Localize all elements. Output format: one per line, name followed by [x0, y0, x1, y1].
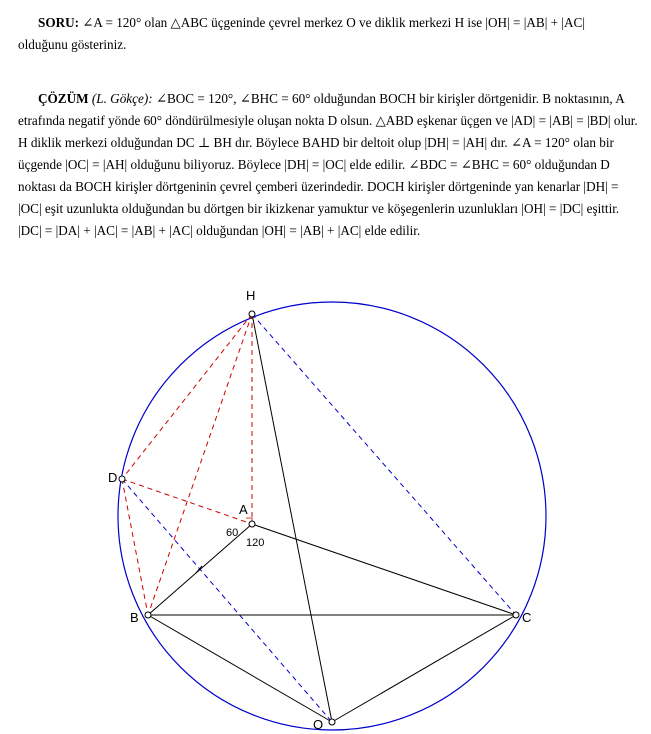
question-label: SORU: [38, 15, 80, 30]
segment-AC [252, 524, 516, 615]
segment-DB [122, 479, 148, 615]
point-D [119, 476, 125, 482]
point-B [145, 612, 151, 618]
label-D: D [108, 470, 118, 485]
point-C [513, 612, 519, 618]
solution-author: (L. Gökçe): [91, 91, 153, 106]
circumcircle [118, 302, 546, 730]
question-text: ∠A = 120° olan △ABC üçgeninde çevrel merkez O ve diklik merkezi H ise |OH| = |AB| + |AC| olduğunu gösteriniz. [18, 15, 585, 52]
angle-label-120: 120 [246, 537, 265, 549]
segment-BO [148, 615, 332, 722]
segment-HO [252, 314, 332, 722]
solid-lines [148, 314, 516, 722]
blue-dashed-lines [122, 314, 516, 722]
label-B: B [130, 610, 139, 625]
point-O [329, 719, 335, 725]
label-C: C [522, 610, 532, 625]
segment-CO [332, 615, 516, 722]
label-H: H [246, 288, 256, 303]
points [119, 311, 519, 725]
label-O: O [313, 717, 324, 732]
segment-HD [122, 314, 252, 479]
tick-mark-BA [196, 566, 202, 573]
point-H [249, 311, 255, 317]
angle-label-60: 60 [226, 527, 239, 539]
solution-text: ∠BOC = 120°, ∠BHC = 60° olduğundan BOCH bir kirişler dörtgenidir. B noktasının, A etrafında negatif yönde 60° döndürülmesiyle oluşan nokta D olsun. △ABD eşkenar üçgen ve |AD| = |AB| = |BD| olur. H diklik merkezi olduğundan DC ⊥ BH dır. Böylece BAHD bir deltoit olup |DH| = |AH| dır. ∠A = 120° olan bir üçgende |OC| = |AH| olduğunu biliyoruz. Böylece |DH| = |OC| elde edilir. ∠BDC = ∠BHC = 60° olduğundan D noktası da BOCH kirişler dörtgeninin çevrel çemberi üzerindedir. DOCH kirişler dörtgeninde yan kenarlar |DH| = |OC| eşit uzunlukta olduğundan bu dörtgen bir ikizkenar yamuktur ve köşegenlerin uzunlukları |OH| = |DC| eşittir. |DC| = |DA| + |AC| = |AB| + |AC| olduğundan |OH| = |AB| + |AC| elde edilir. [18, 91, 638, 238]
solution-label: ÇÖZÜM [38, 91, 89, 106]
point-A [249, 521, 255, 527]
label-A: A [239, 502, 248, 517]
